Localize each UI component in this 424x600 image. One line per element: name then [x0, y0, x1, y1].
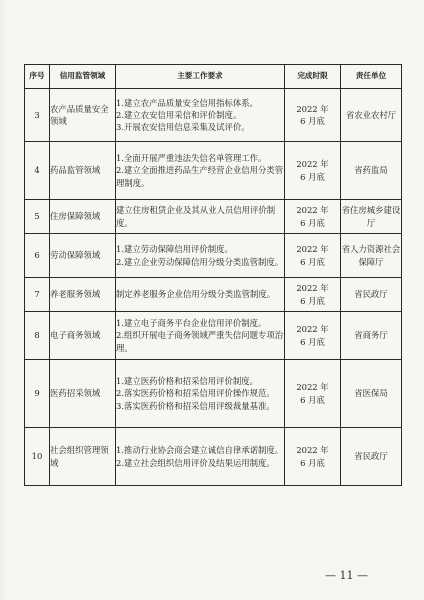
field-cell: 养老服务领域 [50, 278, 116, 312]
responsible-dept-cell: 省住房城乡建设厅 [341, 200, 402, 234]
task-item: 2.建立农安信用采信和评价制度。 [116, 109, 242, 120]
field-cell: 药品监管领域 [50, 142, 116, 200]
field-cell: 住房保障领域 [50, 200, 116, 234]
header-field: 信用监管领域 [50, 65, 116, 89]
deadline-text: 6 月底 [300, 256, 325, 267]
deadline-text: 2022 年 [296, 283, 329, 294]
row-number-cell: 9 [25, 360, 50, 428]
header-tasks: 主要工作要求 [116, 65, 285, 89]
table-header-row [25, 65, 402, 89]
row-number-cell: 10 [25, 428, 50, 486]
tasks-cell [116, 89, 285, 142]
deadline-text: 2022 年 [296, 103, 329, 114]
table-row [25, 142, 402, 200]
page-number: — 11 — [325, 569, 368, 582]
task-item: 1.建立农产品质量安全信用指标体系。 [116, 97, 258, 108]
deadline-cell [285, 89, 341, 142]
field-cell: 医药招采领域 [50, 360, 116, 428]
credit-supervision-table [24, 64, 402, 486]
tasks-cell [116, 428, 285, 486]
table-row [25, 89, 402, 142]
deadline-text: 2022 年 [296, 324, 329, 335]
deadline-text: 2022 年 [296, 159, 329, 170]
field-cell: 劳动保障领域 [50, 234, 116, 278]
header-no: 序号 [25, 65, 50, 89]
responsible-dept-cell: 省农业农村厅 [341, 89, 402, 142]
task-item: 3.开展农安信用信息采集及试评价。 [116, 122, 250, 133]
tasks-cell [116, 234, 285, 278]
field-cell: 电子商务领域 [50, 312, 116, 360]
task-item: 1.全面开展严重违法失信名单管理工作。 [116, 153, 267, 164]
table-row [25, 312, 402, 360]
row-number-cell: 7 [25, 278, 50, 312]
task-item: 1.建立电子商务平台企业信用评价制度。 [116, 318, 267, 329]
deadline-text: 6 月底 [300, 171, 325, 182]
table-row [25, 234, 402, 278]
table-row [25, 428, 402, 486]
deadline-text: 6 月底 [300, 217, 325, 228]
tasks-cell [116, 312, 285, 360]
row-number-cell: 5 [25, 200, 50, 234]
row-number-cell: 3 [25, 89, 50, 142]
header-deadline: 完成时限 [285, 65, 341, 89]
deadline-text: 2022 年 [296, 244, 329, 255]
deadline-cell [285, 428, 341, 486]
deadline-text: 6 月底 [300, 457, 325, 468]
deadline-text: 2022 年 [296, 205, 329, 216]
responsible-dept-cell: 省人力资源社会保障厅 [341, 234, 402, 278]
table-row [25, 200, 402, 234]
responsible-dept-cell: 省医保局 [341, 360, 402, 428]
deadline-text: 2022 年 [296, 445, 329, 456]
deadline-cell [285, 278, 341, 312]
task-item: 2.落实医药价格和招采信用评价操作规范。 [116, 388, 275, 399]
task-item: 1.建立医药价格和招采信用评价制度。 [116, 376, 258, 387]
task-item: 制定养老服务企业信用分级分类监管制度。 [116, 289, 276, 300]
deadline-text: 6 月底 [300, 336, 325, 347]
deadline-cell [285, 200, 341, 234]
row-number-cell: 6 [25, 234, 50, 278]
deadline-text: 6 月底 [300, 394, 325, 405]
tasks-cell [116, 200, 285, 234]
responsible-dept-cell: 省民政厅 [341, 428, 402, 486]
deadline-cell [285, 312, 341, 360]
responsible-dept-cell: 省药监局 [341, 142, 402, 200]
deadline-text: 6 月底 [300, 295, 325, 306]
table-row [25, 278, 402, 312]
deadline-cell [285, 142, 341, 200]
task-item: 2.组织开展电子商务领域严重失信问题专项治理。 [116, 330, 284, 353]
deadline-cell [285, 234, 341, 278]
task-item: 3.落实医药价格和招采信用评级裁量基准。 [116, 400, 275, 411]
task-item: 建立住房租赁企业及其从业人员信用评价制度。 [116, 205, 276, 228]
deadline-text: 2022 年 [296, 382, 329, 393]
task-item: 2.建立社会组织信用评价及结果运用制度。 [116, 457, 275, 468]
tasks-cell [116, 142, 285, 200]
task-item: 1.推动行业协会商会建立诚信自律承诺制度。 [116, 445, 284, 456]
row-number-cell: 8 [25, 312, 50, 360]
field-cell: 农产品质量安全领域 [50, 89, 116, 142]
responsible-dept-cell: 省商务厅 [341, 312, 402, 360]
tasks-cell [116, 360, 285, 428]
tasks-cell [116, 278, 285, 312]
header-dept: 责任单位 [341, 65, 402, 89]
task-item: 1.建立劳动保障信用评价制度。 [116, 244, 233, 255]
task-item: 2.建立企业劳动保障信用分级分类监管制度。 [116, 256, 284, 267]
table-row [25, 360, 402, 428]
field-cell: 社会组织管理领域 [50, 428, 116, 486]
task-item: 2.建立全面推进药品生产经营企业信用分类管理制度。 [116, 165, 284, 188]
deadline-text: 6 月底 [300, 116, 325, 126]
row-number-cell: 4 [25, 142, 50, 200]
responsible-dept-cell: 省民政厅 [341, 278, 402, 312]
deadline-cell [285, 360, 341, 428]
